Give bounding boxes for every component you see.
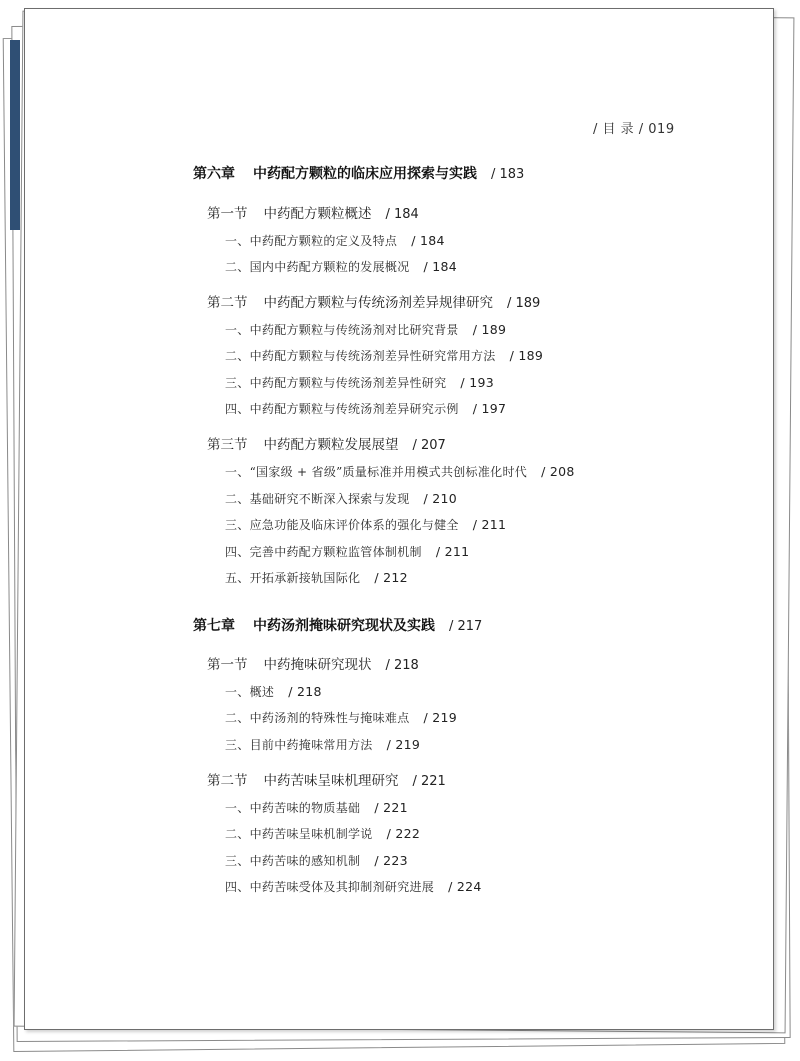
item-title: 三、中药配方颗粒与传统汤剂差异性研究 [225, 376, 447, 390]
chapter-title: 中药汤剂掩味研究现状及实践 [253, 618, 435, 634]
section-number: 第三节 [207, 437, 248, 453]
toc-item [225, 347, 543, 364]
page-number: / 189 [507, 296, 541, 311]
toc-item [225, 516, 506, 533]
page-number: / 222 [386, 826, 421, 841]
toc-item [225, 852, 408, 869]
page-number: / 221 [412, 774, 446, 789]
toc-item [225, 321, 506, 338]
page-number: / 219 [386, 737, 421, 752]
item-title: 五、开拓承新接轨国际化 [225, 571, 361, 585]
toc-section [207, 433, 446, 453]
item-title: 四、中药苦味受体及其抑制剂研究进展 [225, 880, 435, 894]
page-number: / 211 [435, 544, 470, 559]
page-number: / 224 [448, 879, 482, 894]
section-number: 第二节 [207, 773, 248, 789]
section-number: 第一节 [207, 206, 248, 222]
toc-section [207, 291, 540, 311]
toc-item [225, 490, 457, 507]
item-title: 四、完善中药配方颗粒监管体制机制 [225, 545, 422, 559]
page-number: / 189 [472, 322, 507, 337]
page-number: / 184 [423, 259, 458, 274]
item-title: 一、中药配方颗粒的定义及特点 [225, 234, 398, 248]
running-header: / 目 录 / 019 [593, 122, 675, 137]
chapter-number: 第六章 [193, 166, 235, 182]
section-title: 中药配方颗粒概述 [263, 206, 372, 222]
toc-item [225, 463, 575, 480]
item-title: 四、中药配方颗粒与传统汤剂差异研究示例 [225, 402, 459, 416]
item-title: 三、中药苦味的感知机制 [225, 854, 361, 868]
toc-item [225, 709, 457, 726]
section-number: 第二节 [207, 295, 248, 311]
toc-item [225, 736, 420, 753]
page-number: / 219 [423, 710, 458, 725]
section-title: 中药配方颗粒发展展望 [263, 437, 399, 453]
page-number: / 212 [374, 570, 408, 585]
page-number: / 207 [412, 438, 446, 453]
page-number: / 189 [509, 348, 544, 363]
chapter-title: 中药配方颗粒的临床应用探索与实践 [253, 166, 477, 182]
toc-item [225, 374, 494, 391]
section-title: 中药苦味呈味机理研究 [263, 773, 399, 789]
toc-section [207, 769, 446, 789]
section-number: 第一节 [207, 657, 248, 673]
toc-item [225, 258, 457, 275]
toc-item [225, 569, 408, 586]
toc-chapter [193, 615, 482, 635]
page-number: / 183 [491, 167, 525, 182]
item-title: 二、中药苦味呈味机制学说 [225, 827, 373, 841]
cover-edge [10, 40, 20, 230]
toc-item [225, 543, 469, 560]
item-title: 一、概述 [225, 685, 275, 699]
toc-item [225, 683, 322, 700]
page-number: / 184 [385, 207, 419, 222]
item-title: 一、中药配方颗粒与传统汤剂对比研究背景 [225, 323, 459, 337]
page-number: / 208 [541, 464, 575, 479]
toc-chapter [193, 163, 524, 183]
page-number: / 218 [288, 684, 322, 699]
chapter-number: 第七章 [193, 618, 235, 634]
toc-section [207, 653, 419, 673]
page-number: / 211 [472, 517, 507, 532]
item-title: 一、中药苦味的物质基础 [225, 801, 361, 815]
page-number: / 184 [411, 233, 445, 248]
toc-page [24, 8, 774, 1030]
item-title: 一、“国家级 + 省级”质量标准并用模式共创标准化时代 [225, 465, 528, 479]
toc-section [207, 202, 419, 222]
item-title: 三、应急功能及临床评价体系的强化与健全 [225, 518, 459, 532]
page-number: / 221 [374, 800, 408, 815]
section-title: 中药配方颗粒与传统汤剂差异规律研究 [263, 295, 493, 311]
item-title: 二、基础研究不断深入探索与发现 [225, 492, 410, 506]
item-title: 三、目前中药掩味常用方法 [225, 738, 373, 752]
page-number: / 223 [374, 853, 408, 868]
page-number: / 197 [472, 401, 507, 416]
toc-item [225, 825, 420, 842]
page-number: / 193 [460, 375, 494, 390]
item-title: 二、国内中药配方颗粒的发展概况 [225, 260, 410, 274]
page-number: / 217 [449, 619, 483, 634]
item-title: 二、中药汤剂的特殊性与掩味难点 [225, 711, 410, 725]
page-number: / 210 [423, 491, 458, 506]
toc-item [225, 799, 408, 816]
toc-item [225, 400, 506, 417]
page-number: / 218 [385, 658, 419, 673]
toc-item [225, 878, 482, 895]
section-title: 中药掩味研究现状 [263, 657, 372, 673]
item-title: 二、中药配方颗粒与传统汤剂差异性研究常用方法 [225, 349, 496, 363]
toc-item [225, 232, 445, 249]
